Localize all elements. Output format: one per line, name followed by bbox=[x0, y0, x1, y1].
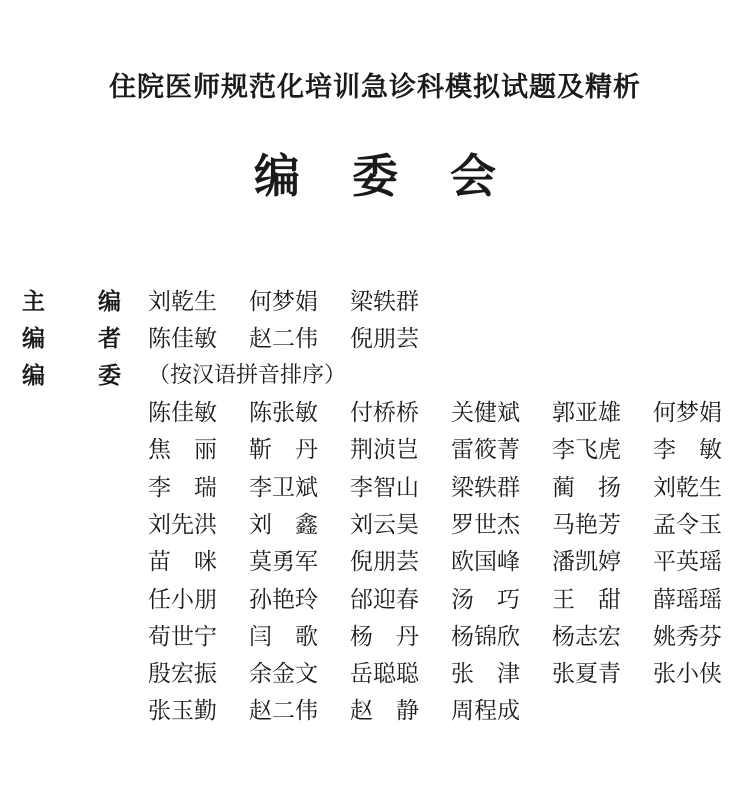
committee-member-name: 王 甜 bbox=[552, 586, 621, 613]
committee-member-name: 雷筱菁 bbox=[451, 437, 520, 464]
committee-member-name: 倪朋芸 bbox=[350, 549, 419, 576]
committee-member-name: 余金文 bbox=[249, 661, 318, 688]
role-label-committee bbox=[22, 358, 132, 394]
committee-member-name: 李飞虎 bbox=[552, 437, 621, 464]
role-label-char: 编 bbox=[22, 362, 45, 389]
committee-member-name: 周程成 bbox=[451, 698, 520, 725]
committee-member-name: 岳聪聪 bbox=[350, 661, 419, 688]
committee-member-name: 靳 丹 bbox=[249, 437, 318, 464]
committee-member-name: 张 津 bbox=[451, 661, 520, 688]
committee-member-name: 邰迎春 bbox=[350, 586, 419, 613]
committee-member-name: 李卫斌 bbox=[249, 474, 318, 501]
section-title bbox=[0, 148, 750, 204]
person-name: 陈佳敏 bbox=[148, 326, 217, 352]
committee-member-name: 杨 丹 bbox=[350, 623, 419, 650]
section-title-char: 会 bbox=[450, 149, 496, 203]
committee-member-name: 李 瑞 bbox=[148, 474, 217, 501]
person-name: 赵二伟 bbox=[249, 326, 318, 352]
committee-member-name: 张小侠 bbox=[653, 661, 722, 688]
committee-member-name: 殷宏振 bbox=[148, 661, 217, 688]
committee-member-name: 苗 咪 bbox=[148, 549, 217, 576]
committee-member-name: 荀世宁 bbox=[148, 623, 217, 650]
committee-member-name: 孟令玉 bbox=[653, 511, 722, 538]
committee-sort-note: （按汉语拼音排序） bbox=[148, 363, 347, 388]
committee-member-name: 赵 静 bbox=[350, 698, 419, 725]
person-name: 何梦娟 bbox=[249, 289, 318, 315]
committee-member-name: 潘凯婷 bbox=[552, 549, 621, 576]
role-label-char: 主 bbox=[22, 288, 45, 315]
committee-member-name: 荆浈岂 bbox=[350, 437, 419, 464]
committee-member-name: 付桥桥 bbox=[350, 400, 419, 426]
committee-member-name: 张玉勤 bbox=[148, 698, 217, 725]
committee-member-name: 杨志宏 bbox=[552, 623, 621, 650]
committee-member-name: 平英瑶 bbox=[653, 549, 722, 576]
committee-member-name: 任小朋 bbox=[148, 586, 217, 613]
committee-member-name: 刘先洪 bbox=[148, 511, 217, 538]
book-title: 住院医师规范化培训急诊科模拟试题及精析 bbox=[109, 72, 641, 103]
committee-member-name: 罗世杰 bbox=[451, 511, 520, 538]
committee-member-name: 薛瑶瑶 bbox=[653, 586, 722, 613]
committee-member-name: 汤 巧 bbox=[451, 586, 520, 613]
committee-member-name: 欧国峰 bbox=[451, 549, 520, 576]
person-name: 刘乾生 bbox=[148, 289, 217, 315]
committee-member-name: 陈佳敏 bbox=[148, 400, 217, 426]
role-label-char: 委 bbox=[98, 362, 121, 389]
committee-member-name: 孙艳玲 bbox=[249, 586, 318, 613]
committee-member-name: 李智山 bbox=[350, 474, 419, 501]
committee-member-name: 郭亚雄 bbox=[552, 400, 621, 426]
committee-member-name: 焦 丽 bbox=[148, 437, 217, 464]
committee-member-name: 梁轶群 bbox=[451, 474, 520, 501]
section-title-char: 委 bbox=[352, 149, 398, 203]
person-name: 倪朋芸 bbox=[350, 326, 419, 352]
committee-member-name: 蔺 扬 bbox=[552, 474, 621, 501]
committee-member-name: 刘 鑫 bbox=[249, 511, 318, 538]
committee-member-name: 李 敏 bbox=[653, 437, 722, 464]
role-label-editors bbox=[22, 321, 132, 357]
committee-member-name: 何梦娟 bbox=[653, 400, 722, 426]
committee-member-name: 张夏青 bbox=[552, 661, 621, 688]
committee-member-name: 闫 歌 bbox=[249, 623, 318, 650]
committee-member-name: 陈张敏 bbox=[249, 400, 318, 426]
committee-member-name: 马艳芳 bbox=[552, 511, 621, 538]
section-title-char: 编 bbox=[254, 149, 300, 203]
committee-member-name: 刘云昊 bbox=[350, 511, 419, 538]
committee-member-name: 刘乾生 bbox=[653, 474, 722, 501]
role-label-char: 编 bbox=[98, 288, 121, 315]
person-name: 梁轶群 bbox=[350, 289, 419, 315]
role-label-chief-editor bbox=[22, 284, 132, 320]
role-label-char: 编 bbox=[22, 325, 45, 352]
role-label-char: 者 bbox=[98, 325, 121, 352]
committee-member-name: 姚秀芬 bbox=[653, 623, 722, 650]
committee-member-name: 莫勇军 bbox=[249, 549, 318, 576]
committee-member-name: 杨锦欣 bbox=[451, 623, 520, 650]
committee-member-name: 关健斌 bbox=[451, 400, 520, 426]
committee-member-name: 赵二伟 bbox=[249, 698, 318, 725]
